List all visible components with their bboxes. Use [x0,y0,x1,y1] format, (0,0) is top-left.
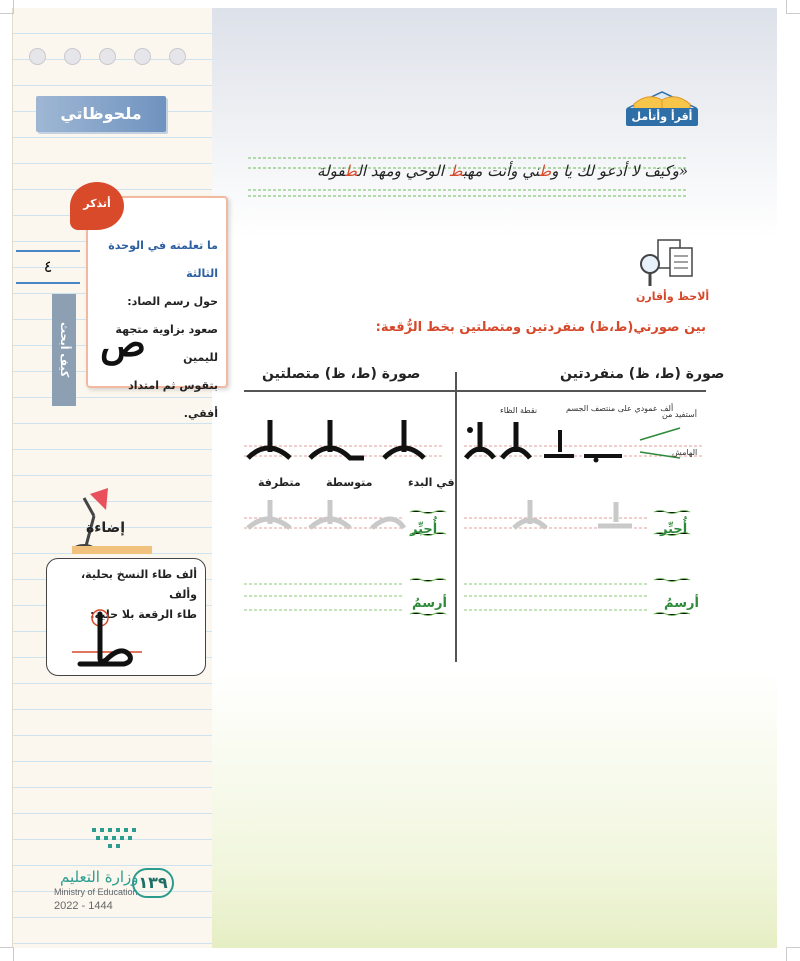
quote-highlight: ط [539,162,552,180]
quote-highlight: ط [448,162,463,180]
remember-line: صعود بزاوية متجهة لليمين [115,323,218,364]
crop-mark [786,947,800,961]
crop-mark [0,947,14,961]
unit-name: كيف أبحث [52,294,76,406]
ring-icon [29,48,46,65]
quote-part: ني وأنت مهب [462,162,540,180]
row-label-draw-single: أرسمُ [664,596,699,611]
remember-line: حول رسم الصاد: [127,295,218,308]
ring-icon [169,48,186,65]
annotation-alif: ألف عمودي على منتصف الجسم [566,404,674,413]
row-label-trace-connected: أُحبِّر [410,522,438,537]
quote-part: فولة [317,162,345,180]
column-heading-connected: صورة (ط، ظ) متصلتين [262,366,421,382]
light-label: إضاءة [86,520,126,536]
ministry-year: 2022 - 1444 [54,900,113,912]
unit-number: ٤ [16,250,80,284]
sad-letter: ص [100,320,146,365]
position-medial: متوسطة [326,476,373,489]
annotation-dot: نقطة الظاء [500,406,538,415]
column-heading-single: صورة (ط، ظ) منفردتين [560,366,725,382]
quote-sentence [248,162,688,180]
magnifier-documents-icon [634,238,698,288]
remember-line: ما تعلمته في الوحدة الثالثة [108,239,218,280]
annotation-margin: الهامش [672,448,698,457]
single-letters-sample [466,422,622,463]
ministry-name-arabic: وزارة التعليم [60,868,139,886]
light-line: طاء الرقعة بلا حلية: [90,608,197,621]
light-bar [72,546,152,554]
ministry-logo-icon [52,826,182,860]
ring-icon [99,48,116,65]
quote-highlight: ط [344,162,358,180]
crop-mark [0,0,14,14]
ring-icon [64,48,81,65]
remember-line: أفقي. [183,407,218,420]
quote-part: «وكيف لا أدعو لك يا و [551,162,688,180]
crop-mark [786,0,800,14]
page-number: ١٣٩ [132,868,174,898]
ministry-name-english: Ministry of Education [54,887,138,897]
notes-sidebar [12,8,212,948]
remember-line: بتقوس ثم امتداد [128,379,218,392]
row-label-draw-connected: أرسمُ [412,596,447,611]
quote-part: الوحي ومهد ال [357,162,449,180]
remember-tag: أتذكر [70,182,124,230]
read-badge-label: أقرأ وأتأمل [626,108,698,126]
row-label-trace-single: أُحبِّر [660,522,688,537]
table-divider-horizontal [244,390,706,392]
annotation-start: أستفيد من [662,410,697,419]
observe-label: ألاحظ وأقارن [636,290,710,303]
position-final: متطرفة [258,476,301,489]
practice-area [244,400,706,640]
position-initial: في البدء [408,476,455,489]
task-title: بين صورتي(ط،ظ) منفردتين ومتصلتين بخط الرُّقعة: [375,320,706,335]
ring-icon [134,48,151,65]
light-line: ألف طاء النسخ بحلية، وألف [80,568,197,601]
notebook-rings [29,48,186,65]
connected-letters-sample [248,420,424,458]
taa-alif-icon [66,600,146,670]
notes-title: ملحوظاتي [36,96,166,132]
